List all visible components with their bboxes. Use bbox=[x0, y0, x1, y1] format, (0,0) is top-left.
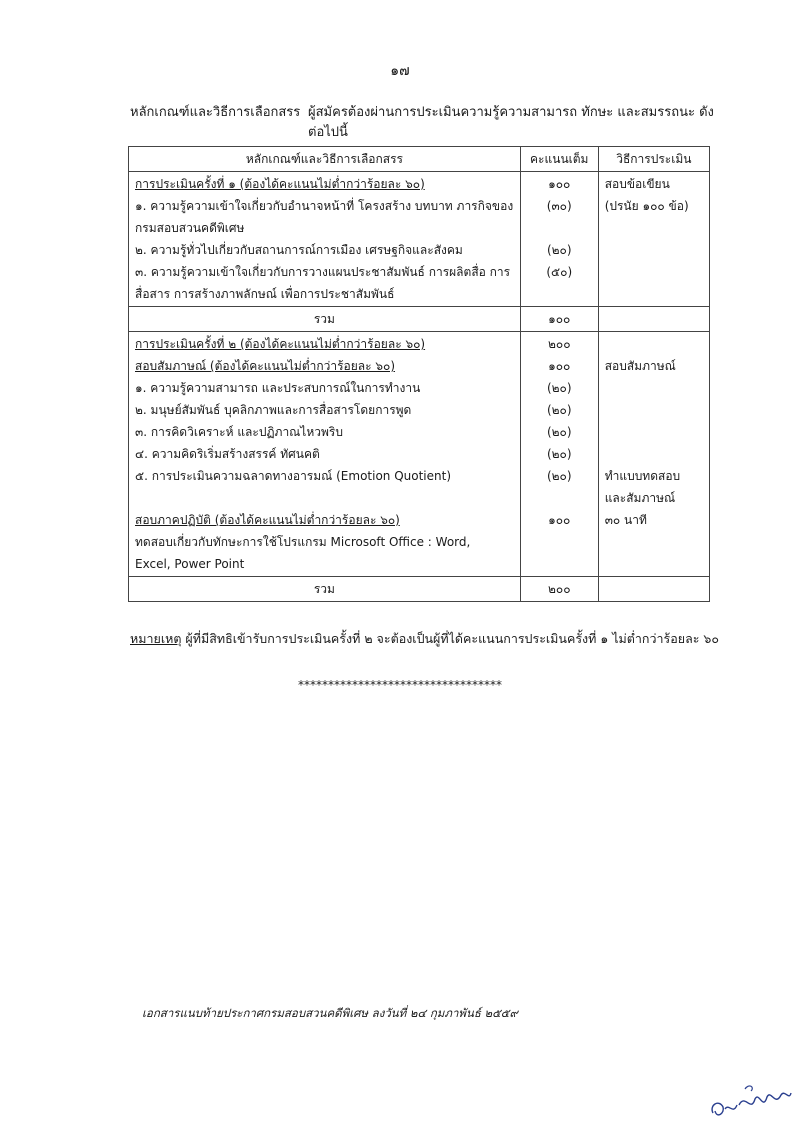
section2-criteria bbox=[129, 332, 521, 577]
section2-interview-method: สอบสัมภาษณ์ bbox=[604, 359, 676, 373]
note-text: ผู้ที่มีสิทธิเข้ารับการประเมินครั้งที่ ๒ จะต้องเป็นผู้ที่ได้คะแนนการประเมินครั้งที่ ๑ ไม่ต่ำกว่าร้อยละ ๖๐ bbox=[181, 631, 719, 646]
section2-interview-score: ๑๐๐ bbox=[548, 359, 571, 373]
section2-practical-method: ๓๐ นาที bbox=[604, 513, 647, 527]
section2-item: ๒. มนุษย์สัมพันธ์ บุคลิกภาพและการสื่อสารโดยการพูด bbox=[135, 403, 412, 417]
criteria-table bbox=[128, 146, 710, 602]
section1-method-line: (ปรนัย ๑๐๐ ข้อ) bbox=[604, 199, 689, 213]
header-criteria: หลักเกณฑ์และวิธีการเลือกสรร bbox=[129, 147, 521, 172]
section1-item: ๑. ความรู้ความเข้าใจเกี่ยวกับอำนาจหน้าที่ โครงสร้าง บทบาท ภารกิจของกรมสอบสวนคดีพิเศษ bbox=[135, 199, 514, 235]
section1-criteria bbox=[129, 172, 521, 307]
section2-practical-text: ทดสอบเกี่ยวกับทักษะการใช้โปรแกรม Microsoft Office : Word, bbox=[135, 535, 471, 549]
section1-title: การประเมินครั้งที่ ๑ (ต้องได้คะแนนไม่ต่ำกว่าร้อยละ ๖๐) bbox=[135, 177, 425, 191]
section1-scores bbox=[520, 172, 598, 307]
footer-note: เอกสารแนบท้ายประกาศกรมสอบสวนคดีพิเศษ ลงวันที่ ๒๔ กุมภาพันธ์ ๒๕๕๙ bbox=[142, 1006, 518, 1020]
page-number: ๑๗ bbox=[390, 63, 410, 79]
section2-total-label: รวม bbox=[129, 577, 521, 602]
section2-method bbox=[598, 332, 709, 577]
intro-label: หลักเกณฑ์และวิธีการเลือกสรร bbox=[130, 105, 301, 120]
spacer bbox=[527, 487, 592, 509]
section2-practical-method: ทำแบบทดสอบ bbox=[604, 469, 681, 483]
spacer bbox=[605, 443, 703, 465]
section2-item-score: (๒๐) bbox=[546, 469, 572, 483]
section1-item-score: (๕๐) bbox=[546, 265, 573, 279]
section2-practical-title: สอบภาคปฏิบัติ (ต้องได้คะแนนไม่ต่ำกว่าร้อยละ ๖๐) bbox=[135, 513, 400, 527]
section1-item-score: (๓๐) bbox=[546, 199, 572, 213]
spacer bbox=[605, 377, 703, 399]
section2-total-row bbox=[129, 577, 710, 602]
section2-row bbox=[129, 332, 710, 577]
section2-practical-text: Excel, Power Point bbox=[135, 557, 245, 571]
section2-item-score: (๒๐) bbox=[546, 403, 572, 417]
note bbox=[130, 629, 730, 649]
section2-item: ๑. ความรู้ความสามารถ และประสบการณ์ในการทำงาน bbox=[135, 381, 421, 395]
section1-item: ๒. ความรู้ทั่วไปเกี่ยวกับสถานการณ์การเมือง เศรษฐกิจและสังคม bbox=[135, 243, 463, 257]
note-label: หมายเหตุ bbox=[130, 631, 182, 646]
section1-row bbox=[129, 172, 710, 307]
section1-method bbox=[598, 172, 709, 307]
header-method: วิธีการประเมิน bbox=[598, 147, 709, 172]
section1-item: ๓. ความรู้ความเข้าใจเกี่ยวกับการวางแผนประชาสัมพันธ์ การผลิตสื่อ การสื่อสาร การสร้างภาพลักษณ์ เพื่อการประชาสัมพันธ์ bbox=[135, 265, 511, 301]
section1-item-score: (๒๐) bbox=[546, 243, 572, 257]
spacer bbox=[605, 421, 703, 443]
section1-title-score: ๑๐๐ bbox=[548, 177, 571, 191]
section2-item: ๓. การคิดวิเคราะห์ และปฏิภาณไหวพริบ bbox=[135, 425, 343, 439]
section2-item-score: (๒๐) bbox=[546, 425, 572, 439]
section2-item: ๔. ความคิดริเริ่มสร้างสรรค์ ทัศนคติ bbox=[135, 447, 320, 461]
section2-item: ๕. การประเมินความฉลาดทางอารมณ์ (Emotion Quotient) bbox=[135, 469, 452, 483]
intro-text: ผู้สมัครต้องผ่านการประเมินความรู้ความสามารถ ทักษะ และสมรรถนะ ดังต่อไปนี้ bbox=[308, 105, 714, 140]
spacer bbox=[135, 487, 514, 509]
intro bbox=[130, 103, 730, 143]
section2-practical-method: และสัมภาษณ์ bbox=[604, 491, 676, 505]
section1-total-method bbox=[598, 307, 709, 332]
spacer bbox=[605, 333, 703, 355]
table-header-row bbox=[129, 147, 710, 172]
header-full-score: คะแนนเต็ม bbox=[520, 147, 598, 172]
section2-title-score: ๒๐๐ bbox=[547, 337, 571, 351]
section2-title: การประเมินครั้งที่ ๒ (ต้องได้คะแนนไม่ต่ำกว่าร้อยละ ๖๐) bbox=[135, 337, 426, 351]
section2-total-score: ๒๐๐ bbox=[520, 577, 598, 602]
section2-total-method bbox=[598, 577, 709, 602]
section2-item-score: (๒๐) bbox=[546, 381, 572, 395]
section1-total-label: รวม bbox=[129, 307, 521, 332]
section1-total-score: ๑๐๐ bbox=[520, 307, 598, 332]
section2-practical-score: ๑๐๐ bbox=[548, 513, 571, 527]
section1-method-line: สอบข้อเขียน bbox=[604, 177, 670, 191]
section2-scores bbox=[520, 332, 598, 577]
section1-total-row bbox=[129, 307, 710, 332]
section2-interview-title: สอบสัมภาษณ์ (ต้องได้คะแนนไม่ต่ำกว่าร้อยละ ๖๐) bbox=[135, 359, 396, 373]
spacer bbox=[605, 399, 703, 421]
section2-item-score: (๒๐) bbox=[546, 447, 572, 461]
signature-icon bbox=[705, 1075, 795, 1125]
separator: ********************************** bbox=[298, 678, 502, 692]
